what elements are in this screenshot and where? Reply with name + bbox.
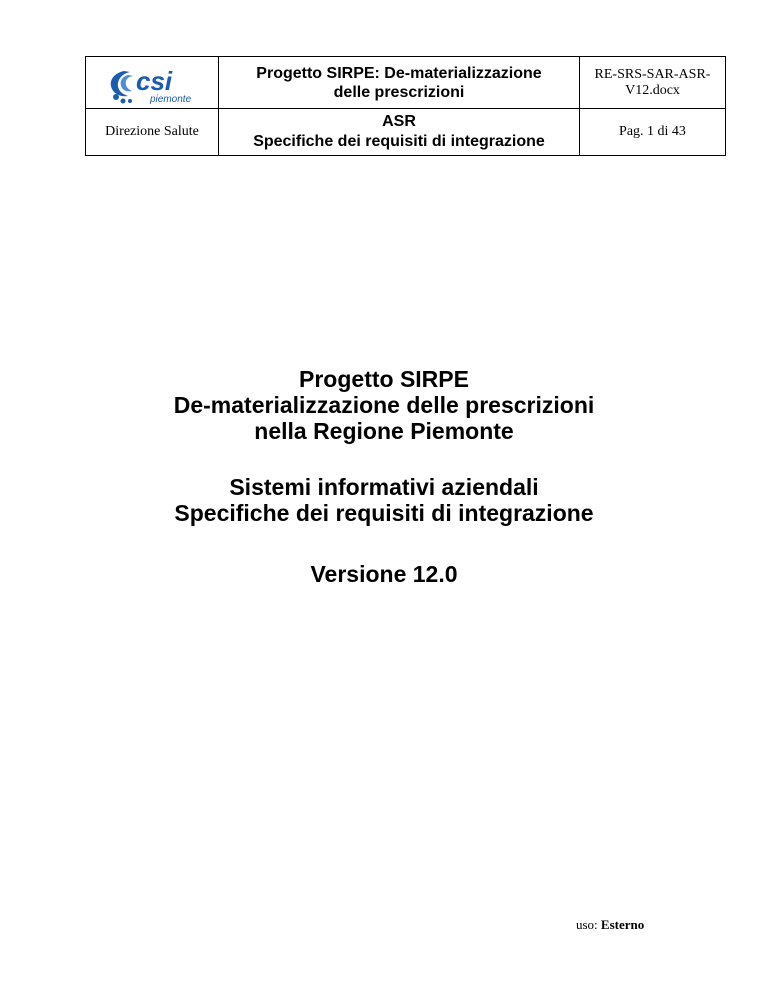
doc-code-line1: RE-SRS-SAR-ASR- xyxy=(594,66,711,82)
department-cell xyxy=(86,109,219,156)
project-title-line1: Progetto SIRPE: De-materializzazione xyxy=(256,64,542,82)
doc-code-cell xyxy=(580,57,726,109)
section-line2: Specifiche dei requisiti di integrazione xyxy=(253,133,545,150)
logo-cell xyxy=(86,57,219,109)
project-title-line2: delle prescrizioni xyxy=(333,83,465,101)
subtitle-line2: Specifiche dei requisiti di integrazione xyxy=(174,500,594,526)
main-title xyxy=(0,366,768,444)
main-title-line2: De-materializzazione delle prescrizioni xyxy=(173,392,595,418)
doc-code-line2: V12.docx xyxy=(625,82,680,98)
subtitle xyxy=(0,474,768,526)
department-label: Direzione Salute xyxy=(105,124,199,139)
section-cell xyxy=(219,109,580,156)
section-line1: ASR xyxy=(382,113,416,130)
main-title-line3: nella Regione Piemonte xyxy=(254,418,514,444)
logo-subtext: piemonte xyxy=(150,94,192,105)
usage-value: Esterno xyxy=(600,917,645,932)
csi-piemonte-logo xyxy=(106,63,206,107)
usage-classification xyxy=(576,917,644,933)
subtitle-line1: Sistemi informativi aziendali xyxy=(229,474,539,500)
page-info-cell xyxy=(580,109,726,156)
logo-text: csi xyxy=(136,66,173,96)
header-table xyxy=(85,56,726,156)
page-info: Pag. 1 di 43 xyxy=(619,124,686,139)
project-title-cell xyxy=(219,57,580,109)
usage-label: uso: xyxy=(576,917,598,932)
version-label xyxy=(0,560,768,588)
version-text: Versione 12.0 xyxy=(310,561,458,587)
main-title-line1: Progetto SIRPE xyxy=(299,366,469,392)
